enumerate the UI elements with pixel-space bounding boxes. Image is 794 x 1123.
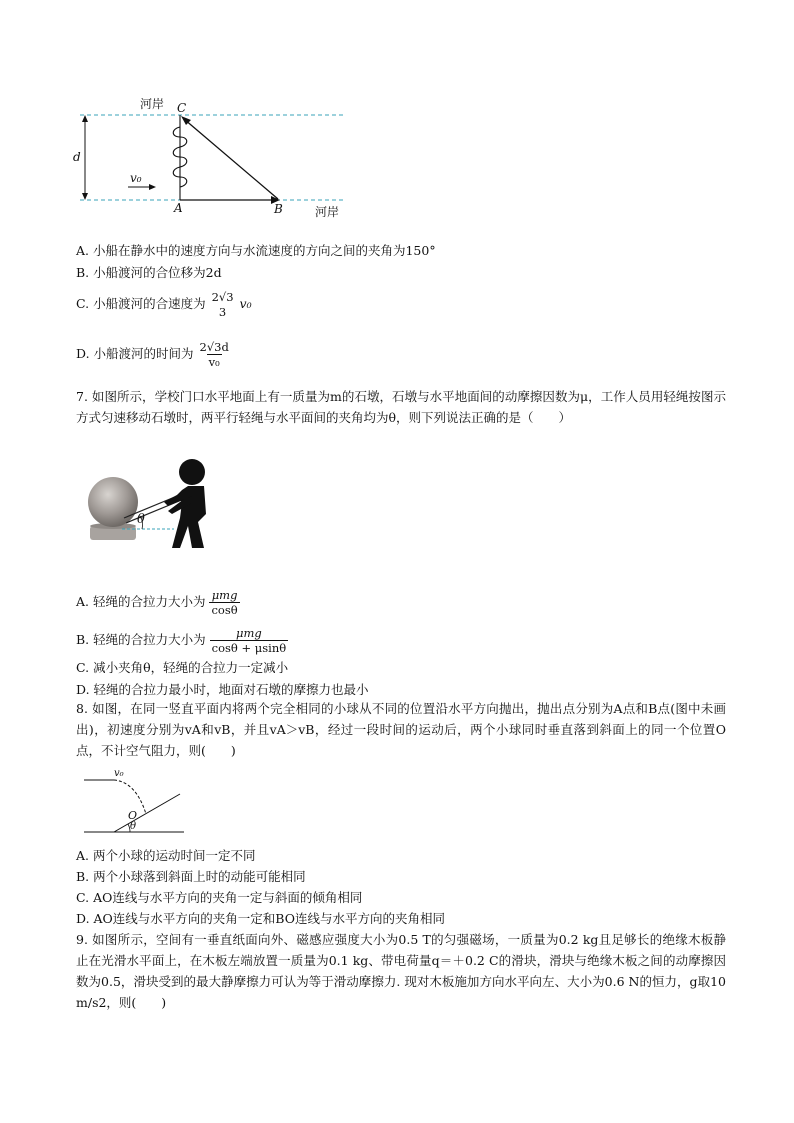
stone-ball xyxy=(88,477,138,527)
q8-option-a: A. 两个小球的运动时间一定不同 xyxy=(76,848,256,863)
fraction-numerator: μmg xyxy=(211,588,238,602)
angle-theta-label: θ xyxy=(137,512,145,527)
q7-option-a-text: A. 轻绳的合拉力大小为 xyxy=(76,594,206,609)
point-C-label: C xyxy=(177,101,187,115)
fraction-denominator: cosθ + μsinθ xyxy=(211,641,287,655)
vector-BC xyxy=(184,119,278,199)
q6-option-a: A. 小船在静水中的速度方向与水流速度的方向之间的夹角为150° xyxy=(76,243,436,258)
fraction-numerator: 2√3 xyxy=(211,290,234,304)
q8-option-b: B. 两个小球落到斜面上时的动能可能相同 xyxy=(76,869,306,884)
angle-theta-label: θ xyxy=(130,821,137,832)
river-figure xyxy=(70,95,370,225)
q7-option-c: C. 减小夹角θ，轻绳的合拉力一定减小 xyxy=(76,660,289,675)
fraction-numerator: 2√3d xyxy=(199,340,229,354)
q8-stem: 8. 如图，在同一竖直平面内将两个完全相同的小球从不同的位置沿水平方向抛出，抛出点分别为A点和B点(图中未画出)，初速度分别为vA和vB，并且vA＞vB，经过一段时间的运动后，两个小球同时垂直落到斜面上的同一个位置O点，不计空气阻力，则( ) xyxy=(76,701,726,758)
q6-option-d xyxy=(76,340,231,369)
q8-option-d: D. AO连线与水平方向的夹角一定和BO连线与水平方向的夹角相同 xyxy=(76,911,445,926)
q6-option-c-unit: v₀ xyxy=(239,296,252,311)
bank-label-bottom: 河岸 xyxy=(315,205,340,219)
fraction-denominator: 3 xyxy=(218,305,227,319)
slope-diagram xyxy=(84,772,194,838)
point-O-label: O xyxy=(128,809,138,822)
q7-option-d: D. 轻绳的合拉力最小时，地面对石墩的摩擦力也最小 xyxy=(76,682,369,697)
slope-figure xyxy=(84,768,194,838)
q6-option-b: B. 小船渡河的合位移为2d xyxy=(76,265,222,280)
q7-option-b-fraction xyxy=(210,626,289,655)
q8-option-c: C. AO连线与水平方向的夹角一定与斜面的倾角相同 xyxy=(76,890,363,905)
q7-option-a xyxy=(76,588,240,617)
q7-option-a-fraction xyxy=(209,588,239,617)
point-A-label: A xyxy=(174,201,183,215)
bank-label-top: 河岸 xyxy=(140,97,165,111)
fraction-denominator: cosθ xyxy=(211,603,238,617)
q6-option-d-text: D. 小船渡河的时间为 xyxy=(76,346,194,361)
stone-diagram xyxy=(84,456,224,566)
q6-option-c-text: C. 小船渡河的合速度为 xyxy=(76,296,206,311)
q7-option-b-text: B. 轻绳的合拉力大小为 xyxy=(76,632,206,647)
fraction-denominator: v₀ xyxy=(208,355,220,369)
fraction-numerator: μmg xyxy=(236,626,262,640)
stone-figure xyxy=(84,456,224,566)
worker-head xyxy=(179,459,205,485)
width-d-label: d xyxy=(73,150,81,164)
q6-option-c-fraction xyxy=(210,290,236,319)
point-B-label: B xyxy=(274,202,283,216)
q7-option-b xyxy=(76,626,288,655)
q9-stem: 9. 如图所示，空间有一垂直纸面向外、磁感应强度大小为0.5 T的匀强磁场，一质量为0.2 kg且足够长的绝缘木板静止在光滑水平面上，在木板左端放置一质量为0.1 kg、带电荷量q＝＋0.2 C的滑块，滑块与绝缘木板之间的动摩擦因数为0.5，滑块受到的最大静摩擦力可认为等于滑动摩擦力. 现对木板施加方向水平向左、大小为0.6 N的恒力，g取10 m/s2，则( ) xyxy=(76,932,726,1010)
q6-option-d-fraction xyxy=(198,340,231,369)
incline-line xyxy=(114,794,180,832)
velocity-v0-label: v₀ xyxy=(114,768,124,779)
q6-option-c xyxy=(76,290,252,319)
velocity-v0-label: v₀ xyxy=(130,171,142,185)
q7-stem: 7. 如图所示，学校门口水平地面上有一质量为m的石墩，石墩与水平地面间的动摩擦因数为μ，工作人员用轻绳按图示方式匀速移动石墩时，两平行轻绳与水平面间的夹角均为θ，则下列说法正确的是（ ） xyxy=(76,389,726,425)
